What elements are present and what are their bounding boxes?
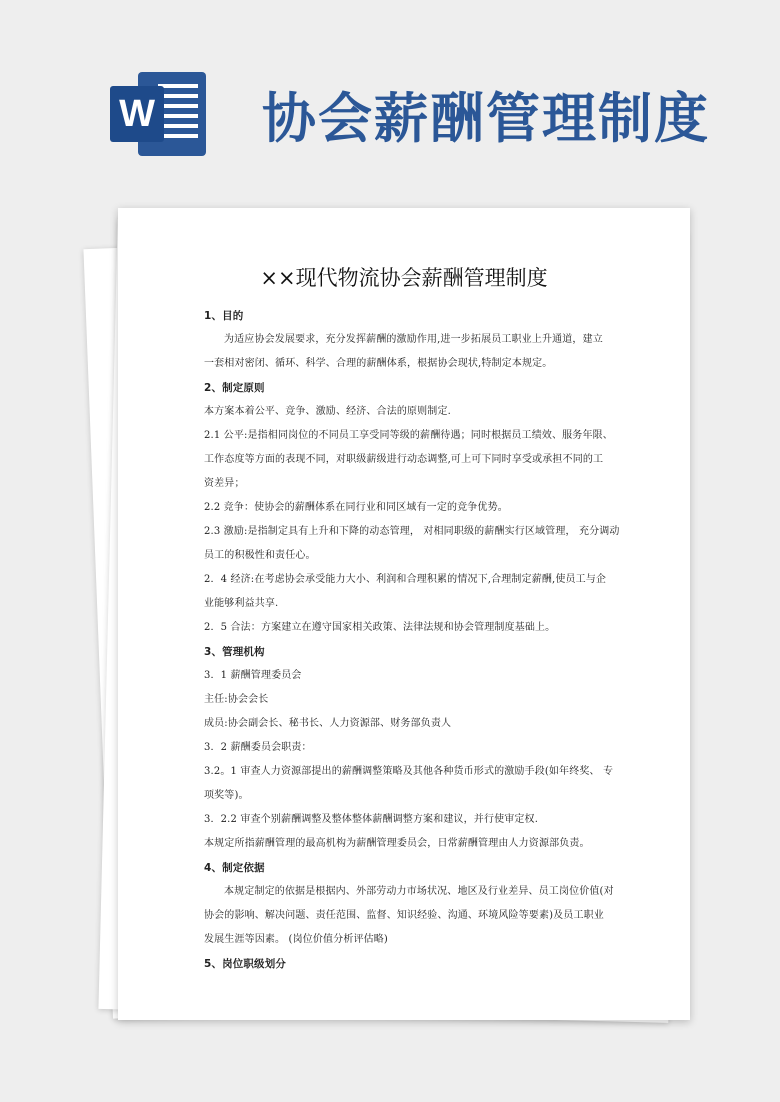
paragraph-line: 主任:协会会长 (204, 694, 269, 705)
document-title: ××现代物流协会薪酬管理制度 (260, 266, 548, 290)
section-heading: 3、管理机构 (204, 646, 265, 658)
paragraph-line: 为适应协会发展要求，充分发挥薪酬的激励作用,进一步拓展员工职业上升通道，建立 (224, 334, 603, 345)
paragraph-line: 3.2。1 审查人力资源部提出的薪酬调整策略及其他各种货币形式的激励手段(如年终奖、 专 (204, 766, 614, 777)
paragraph-line: 成员:协会副会长、秘书长、人力资源部、财务部负责人 (204, 718, 452, 729)
section-heading: 5、岗位职级划分 (204, 958, 287, 970)
document-body (204, 304, 622, 976)
section-heading: 2、制定原则 (204, 382, 265, 394)
paragraph-line: 员工的积极性和责任心。 (204, 550, 316, 561)
paragraph-line: 本规定制定的依据是根据内、外部劳动力市场状况、地区及行业差异、员工岗位价值(对 (224, 886, 614, 897)
paragraph-line: 本规定所指薪酬管理的最高机构为薪酬管理委员会，日常薪酬管理由人力资源部负责。 (204, 838, 590, 849)
banner (0, 0, 780, 200)
paragraph-line: 2.3 激励:是指制定具有上升和下降的动态管理， 对相同职级的薪酬实行区域管理， 充分调动 (204, 526, 620, 537)
paragraph-line: 业能够利益共享. (204, 598, 279, 609)
paragraph-line: 协会的影响、解决问题、责任范围、监督、知识经验、沟通、环境风险等要素)及员工职业 (204, 910, 604, 921)
paragraph-line: 项奖等)。 (204, 790, 249, 801)
section-heading: 4、制定依据 (204, 862, 265, 874)
section-heading: 1、目的 (204, 310, 244, 322)
paragraph-line: 3．2.2 审查个别薪酬调整及整体整体薪酬调整方案和建议，并行使审定权. (204, 814, 539, 825)
svg-text:W: W (119, 93, 155, 135)
paragraph-line: 资差异； (204, 478, 245, 489)
paragraph-line: 2.1 公平:是指相同岗位的不同员工享受同等级的薪酬待遇；同时根据员工绩效、服务年限、 (204, 430, 613, 441)
banner-title: 协会薪酬管理制度 (262, 87, 710, 150)
document-page (118, 208, 690, 1020)
paragraph-line: 3．2 薪酬委员会职责： (204, 742, 312, 753)
paragraph-line: 本方案本着公平、竞争、激励、经济、合法的原则制定. (204, 406, 451, 417)
paragraph-line: 一套相对密闭、循环、科学、合理的薪酬体系，根据协会现状,特制定本规定。 (204, 358, 553, 369)
paragraph-line: 发展生涯等因素。 (岗位价值分析评估略) (204, 934, 388, 945)
paragraph-line: 工作态度等方面的表现不同，对职级薪级进行动态调整,可上可下同时享受或承担不同的工 (204, 454, 604, 465)
paragraph-line: 3．1 薪酬管理委员会 (204, 670, 302, 681)
paragraph-line: 2.2 竞争：使协会的薪酬体系在同行业和同区域有一定的竞争优势。 (204, 502, 508, 513)
word-document-icon (110, 68, 210, 160)
paragraph-line: 2．4 经济:在考虑协会承受能力大小、利润和合理积累的情况下,合理制定薪酬,使员工与企 (204, 574, 607, 585)
paragraph-line: 2．5 合法：方案建立在遵守国家相关政策、法律法规和协会管理制度基础上。 (204, 622, 556, 633)
